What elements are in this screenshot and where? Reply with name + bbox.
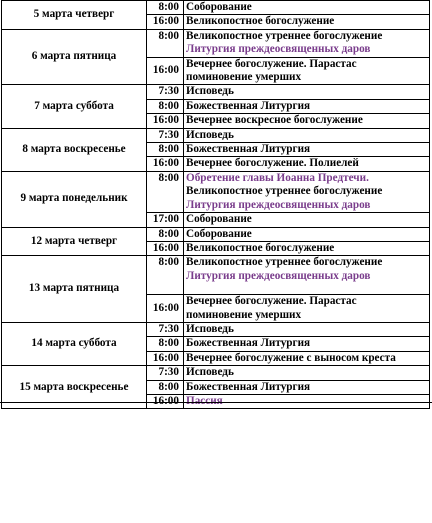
time-cell: 16:00 [147, 394, 184, 408]
time-cell: 7:30 [147, 85, 184, 99]
event-cell: Исповедь [184, 85, 430, 99]
event-cell: Великопостное утреннее богослужение Литургия преждеосвященных даров [184, 256, 430, 295]
event-cell: Божественная Литургия [184, 99, 430, 113]
table-row [2, 128, 430, 142]
time-cell: 7:30 [147, 128, 184, 142]
table-row [2, 29, 430, 57]
time-cell: 8:00 [147, 99, 184, 113]
table-row [2, 227, 430, 241]
time-cell: 8:00 [147, 256, 184, 295]
time-cell: 16:00 [147, 15, 184, 29]
event-cell: Исповедь [184, 322, 430, 336]
event-cell: Божественная Литургия [184, 143, 430, 157]
event-cell: Вечернее богослужение с выносом креста [184, 351, 430, 365]
event-cell: Вечернее богослужение. Парастас поминовение умерших [184, 295, 430, 323]
date-cell: 15 марта воскресенье [2, 366, 147, 409]
event-cell: Обретение главы Иоанна Предтечи. Великопостное утреннее богослужение Литургия преждеосвященных даров [184, 171, 430, 212]
event-cell: Вечернее богослужение. Парастас поминовение умерших [184, 57, 430, 85]
time-cell: 16:00 [147, 114, 184, 128]
date-cell: 5 марта четверг [2, 1, 147, 30]
event-cell: Великопостное богослужение [184, 15, 430, 29]
time-cell: 8:00 [147, 143, 184, 157]
time-cell: 8:00 [147, 171, 184, 212]
event-cell: Божественная Литургия [184, 337, 430, 351]
table-row [2, 366, 430, 380]
divider [0, 402, 432, 403]
date-cell: 8 марта воскресенье [2, 128, 147, 171]
schedule-table [1, 0, 430, 409]
event-cell: Пассия [184, 394, 430, 408]
time-cell: 17:00 [147, 213, 184, 227]
event-cell: Вечернее воскресное богослужение [184, 114, 430, 128]
event-cell: Соборование [184, 227, 430, 241]
event-cell: Исповедь [184, 128, 430, 142]
event-cell: Вечернее богослужение. Полиелей [184, 157, 430, 171]
date-cell: 9 марта понедельник [2, 171, 147, 227]
event-cell: Соборование [184, 1, 430, 15]
table-row [2, 322, 430, 336]
table-row [2, 256, 430, 295]
date-cell: 13 марта пятница [2, 256, 147, 323]
table-row [2, 1, 430, 15]
time-cell: 16:00 [147, 295, 184, 323]
table-row [2, 171, 430, 212]
time-cell: 16:00 [147, 241, 184, 255]
event-cell: Великопостное богослужение [184, 241, 430, 255]
time-cell: 16:00 [147, 57, 184, 85]
time-cell: 8:00 [147, 337, 184, 351]
time-cell: 16:00 [147, 351, 184, 365]
time-cell: 7:30 [147, 366, 184, 380]
event-cell: Соборование [184, 213, 430, 227]
time-cell: 8:00 [147, 1, 184, 15]
date-cell: 7 марта суббота [2, 85, 147, 128]
event-cell: Божественная Литургия [184, 380, 430, 394]
date-cell: 6 марта пятница [2, 29, 147, 85]
event-cell: Великопостное утреннее богослужение Литургия преждеосвященных даров [184, 29, 430, 57]
time-cell: 8:00 [147, 227, 184, 241]
time-cell: 16:00 [147, 157, 184, 171]
date-cell: 12 марта четверг [2, 227, 147, 256]
time-cell: 7:30 [147, 322, 184, 336]
table-row [2, 85, 430, 99]
date-cell: 14 марта суббота [2, 322, 147, 365]
event-cell: Исповедь [184, 366, 430, 380]
time-cell: 8:00 [147, 29, 184, 57]
time-cell: 8:00 [147, 380, 184, 394]
